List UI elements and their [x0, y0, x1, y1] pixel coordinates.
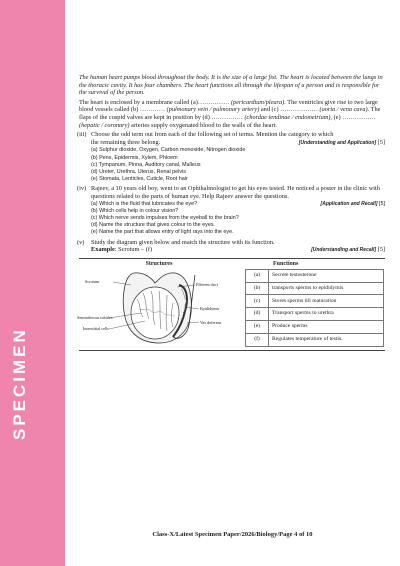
- heart-text-3: and (c) ………………: [259, 106, 320, 114]
- function-text: Regulates temperature of testis.: [269, 333, 384, 346]
- heart-option-c: (aorta / vena cava).: [319, 106, 370, 114]
- match-body: [79, 269, 385, 347]
- table-row: [246, 321, 384, 334]
- heart-text-6: arteries supply oxygenated blood to the walls of the heart.: [129, 121, 277, 129]
- question-number: (iv): [77, 185, 87, 193]
- skill-tag: [Application and Recall]: [320, 200, 378, 207]
- structures-header: Structures: [145, 260, 173, 267]
- example-label: Example: [91, 246, 115, 254]
- function-text: Secrete testosterone: [269, 269, 384, 282]
- function-letter: (b): [246, 282, 269, 295]
- table-row: [246, 295, 384, 308]
- specimen-watermark: SPECIMEN: [10, 327, 29, 440]
- match-section: [79, 258, 385, 351]
- testis-diagram: [79, 269, 237, 347]
- label-scrotum: Scrotum: [85, 278, 100, 284]
- label-vas-deferens: Vas deferens: [200, 319, 222, 325]
- function-text: Stores sperms till maturation: [269, 295, 384, 308]
- heart-fill-paragraph: [79, 99, 385, 129]
- match-header: [79, 259, 385, 269]
- option: (b) Pens, Epidermis, Xylem, Phloem: [91, 154, 178, 161]
- marks: [5]: [377, 246, 385, 254]
- table-row: [246, 269, 384, 282]
- page-footer: Class-X/Latest Specimen Paper/2026/Biology/Page 4 of 10: [152, 531, 313, 538]
- marks: [5]: [377, 138, 385, 146]
- function-text: Transport sperms to urethra: [269, 308, 384, 321]
- function-letter: (e): [246, 321, 269, 334]
- question-v-text: Study the diagram given below and match the structure with its function.: [91, 238, 275, 246]
- function-text: Produce sperms: [269, 321, 384, 334]
- function-letter: (a): [246, 269, 269, 282]
- question-iv-tag-row: [91, 201, 385, 208]
- question-iv-text: Rajeev, a 10 years old boy, went to an Ophthalmologist to get his eyes tested. He noticed a poster in the clinic with questions related to the parts of human eye. Help Rajeev answer the questions.: [91, 185, 380, 200]
- heart-option-b: (pulmonary vein / pulmonary artery): [166, 106, 260, 114]
- label-interstitial-cells: Interstitial cells: [83, 325, 109, 331]
- option: (a) Sulphur dioxide, Oxygen, Carbon monoxide, Nitrogen dioxide: [91, 147, 246, 154]
- function-letter: (c): [246, 295, 269, 308]
- heart-option-a: (pericardium/pleura).: [230, 98, 286, 106]
- table-row: [246, 308, 384, 321]
- heart-option-d: (chordae tendinae / endometrium),: [244, 113, 333, 121]
- question-iii-text-cont: the remaining three belong.: [91, 138, 161, 146]
- heart-option-e: (hepatic / coronary): [79, 121, 130, 129]
- function-letter: (f): [246, 333, 269, 346]
- skill-tag: [Understanding and Recall]: [311, 247, 377, 254]
- question-v: [79, 239, 385, 255]
- question-v-example-row: [91, 246, 385, 255]
- option: (e) Name the part that allows entry of light rays into the eye.: [91, 229, 234, 236]
- label-efferent-duct: Efferent duct: [196, 281, 218, 287]
- bottom-rule: [79, 350, 385, 351]
- page-content: [79, 74, 385, 351]
- example-text: : Scrotum – (f): [114, 246, 153, 254]
- question-number: (iii): [77, 131, 87, 139]
- option: (c) Which nerve sends impulses from the eyeball to the brain?: [91, 214, 239, 221]
- question-iii-text: Choose the odd term out from each of the following set of terms. Mention the category to which: [91, 131, 334, 139]
- label-epididymis: Epididymis: [200, 305, 220, 311]
- option: (b) Which cells help in colour vision?: [91, 207, 179, 214]
- functions-table: [245, 269, 384, 347]
- functions-header: Functions: [273, 260, 299, 267]
- option: (d) Name the structure that gives colour to the eyes.: [91, 222, 216, 229]
- question-iv: [79, 185, 385, 236]
- question-iii-tag-row: [91, 139, 385, 148]
- option: (a) Which is the fluid that lubricates the eye?: [91, 200, 198, 207]
- heart-intro-paragraph: The human heart pumps blood throughout the body. It is the size of a large fist. The heart is located between the lungs in the thoracic cavity. It has four chambers. The heart functions all through the lifespan of a person and is responsible for the survival of the person.: [79, 74, 383, 97]
- question-iii: [79, 131, 385, 183]
- option: (d) Ureter, Urethra, Uterus, Renal pelvis: [91, 168, 186, 175]
- heart-text-4: The flaps of the cuspid valves are kept in position by (d) ……………: [79, 106, 381, 121]
- specimen-sidebar: [0, 0, 65, 566]
- marks: [5]: [379, 200, 385, 207]
- heart-text-1: The heart is enclosed by a membrane called (a)……………: [79, 98, 231, 106]
- option: (c) Tympanum, Pinna, Auditory canal, Malleus: [91, 161, 201, 168]
- function-text: transports sperms to epididymis: [269, 282, 384, 295]
- table-row: [246, 333, 384, 346]
- skill-tag: [Understanding and Application]: [298, 139, 377, 146]
- option: (e) Stomata, Lenticles, Cuticle, Root hair: [91, 176, 188, 183]
- function-letter: (d): [246, 308, 269, 321]
- question-number: (v): [77, 238, 85, 246]
- label-seminiferous-tubules: Seminiferous tubules: [77, 314, 113, 320]
- table-row: [246, 282, 384, 295]
- heart-text-5: (e) …………….: [332, 113, 376, 121]
- heart-text-2: The ventricles give rise to two large blood vessels called (b) …………: [79, 98, 378, 114]
